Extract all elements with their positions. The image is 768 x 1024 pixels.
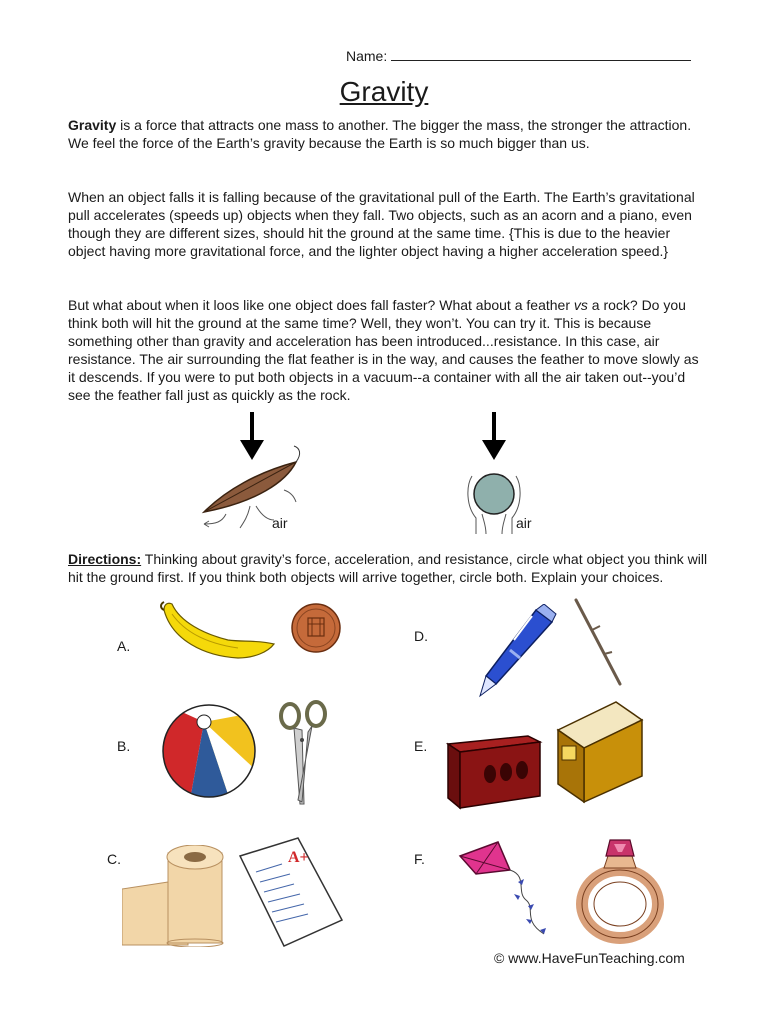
intro-paragraph [68,116,708,152]
pen-icon[interactable] [474,604,558,700]
toilet-paper-roll-icon[interactable] [122,845,228,947]
down-arrow-icon [482,412,506,460]
down-arrow-icon [240,412,264,460]
rock-icon [474,474,514,514]
name-label: Name: [346,48,388,64]
copyright-footer: © www.HaveFunTeaching.com [494,950,685,966]
item-letter-a: A. [117,638,131,654]
banana-peel-icon[interactable] [158,600,278,666]
resistance-paragraph [68,296,708,404]
beach-ball-icon[interactable] [160,702,258,800]
paper-sheet-icon[interactable] [238,836,346,950]
directions-paragraph [68,550,708,586]
book-icon[interactable] [554,700,646,804]
resistance-text-1: But what about when it loos like one object does fall faster? What about a feather [68,297,574,313]
directions-heading: Directions: [68,551,142,567]
air-label-feather: air [272,515,288,531]
item-letter-d: D. [414,628,428,644]
resistance-text-2: a rock? Do you think both will hit the ground at the same time? Well, they won’t. You can try it. This is because something other than gravity and acceleration has been introduced...resistance. In this case, air resistance. The air surrounding the flat feather is in the way, and causes the feather to move slowly as it descends. If you were to put both objects in a vacuum--a container with all the air taken out--you’d see the feather fall just as quickly as the rock. [68,297,699,403]
item-letter-b: B. [117,738,131,754]
item-letter-f: F. [414,851,425,867]
name-field [346,46,691,64]
vs-emphasis: vs [573,297,588,313]
intro-term: Gravity [68,117,117,133]
directions-text: Thinking about gravity’s force, acceleration, and resistance, circle what object you think will hit the ground first. If you think both objects will arrive together, circle both. Explain your choices. [68,551,708,585]
kite-icon[interactable] [458,840,564,940]
stick-icon[interactable] [570,596,630,690]
name-blank-line[interactable] [391,46,691,61]
air-label-rock: air [516,515,532,531]
penny-icon[interactable] [290,602,342,654]
feather-diagram [196,410,316,536]
paper-grade-text: A+ [288,849,309,866]
item-letter-c: C. [107,851,121,867]
intro-text: is a force that attracts one mass to another. The bigger the mass, the stronger the attraction. We feel the force of the Earth’s gravity because the Earth is so much bigger than us. [68,117,692,151]
page-title: Gravity [339,76,429,107]
brick-icon[interactable] [444,734,544,810]
item-letter-e: E. [414,738,428,754]
falling-paragraph: When an object falls it is falling because of the gravitational pull of the Earth. The Earth’s gravitational pull accelerates (speeds up) objects when they fall. Two objects, such as an acorn and a piano, even though they are different sizes, should hit the ground at the same time. {This is due to the heavier object having more gravitational force, and the lighter object having a higher acceleration speed.} [68,189,695,259]
scissors-icon[interactable] [276,700,330,810]
ring-icon[interactable] [576,834,666,944]
